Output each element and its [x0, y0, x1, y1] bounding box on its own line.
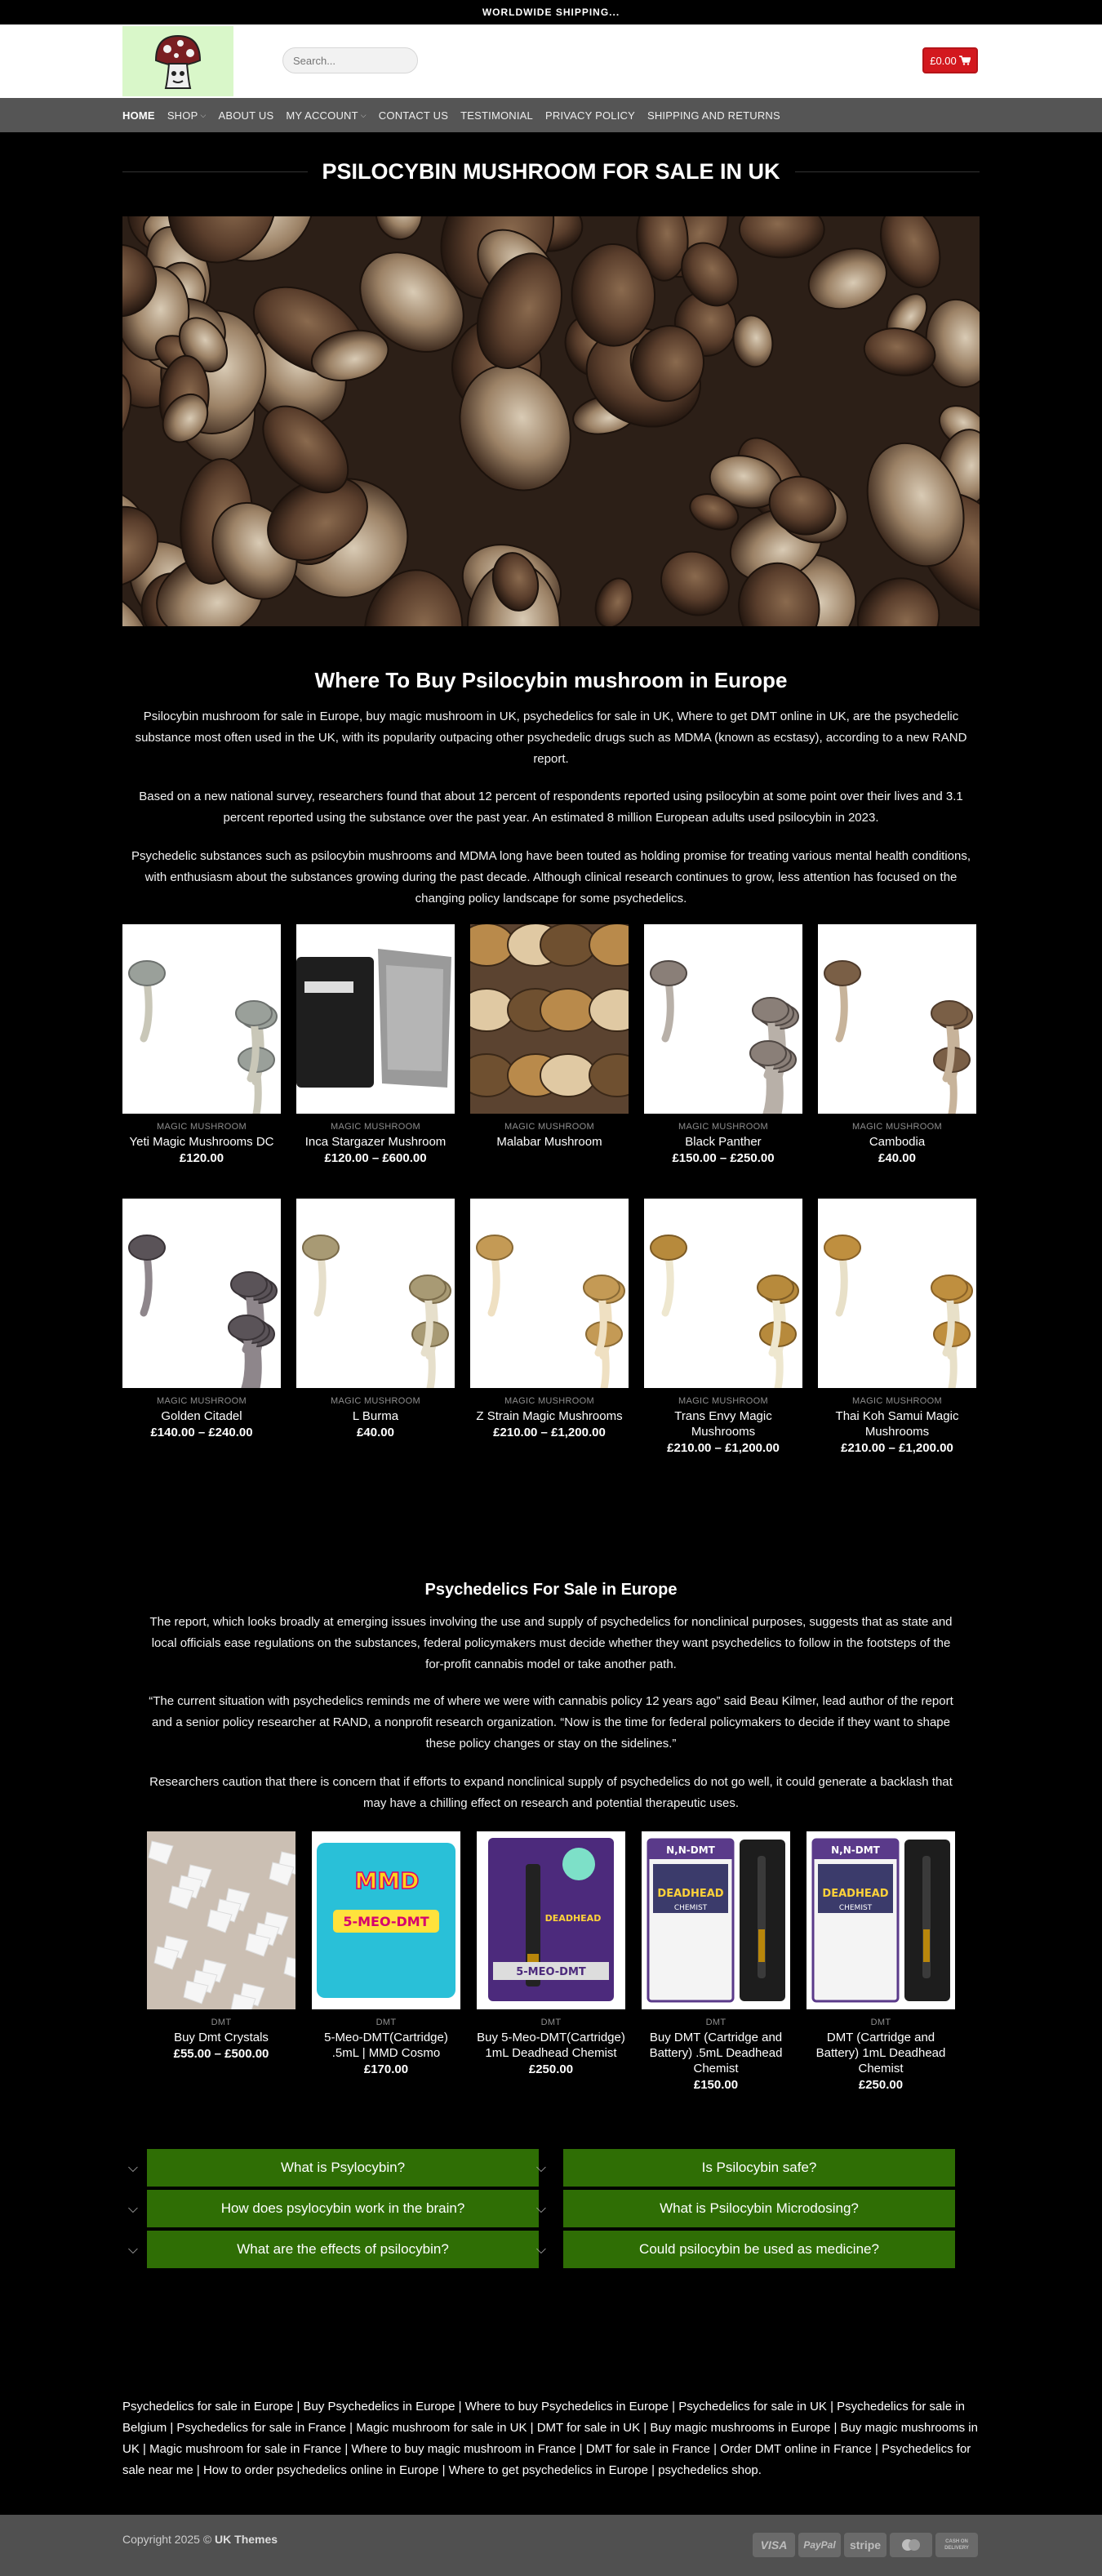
product-image[interactable]	[477, 1831, 625, 2009]
faq-accordion-item[interactable]: What is Psylocybin?	[147, 2149, 539, 2188]
product-name[interactable]: Inca Stargazer Mushroom	[304, 1135, 447, 1149]
package-brand: DEADHEAD	[544, 1913, 602, 1924]
product-photo-icon	[122, 1199, 281, 1388]
product-photo-icon	[807, 1831, 955, 2009]
package-label: 5-MEO-DMT	[516, 1966, 586, 1978]
product-image[interactable]	[470, 924, 629, 1114]
product-price: £210.00 – £1,200.00	[841, 1441, 953, 1455]
nav-item-label: PRIVACY POLICY	[545, 109, 635, 122]
section-title-europe: Where To Buy Psilocybin mushroom in Europe	[314, 668, 788, 692]
product-card[interactable]	[122, 1199, 281, 1439]
nav-item-shipping-and-returns[interactable]	[647, 109, 780, 122]
product-category: MAGIC MUSHROOM	[331, 1396, 420, 1406]
product-card[interactable]	[312, 1831, 460, 2076]
faq-accordion-item[interactable]: Is Psilocybin safe?	[563, 2149, 955, 2188]
seo-footer-links[interactable]: Psychedelics for sale in Europe | Buy Psychedelics in Europe | Where to buy Psychedelics in Europe | Psychedelics for sale in UK | Psychedelics for sale in Belgium | Psychedelics for sale in France | Magic mushroom for sale in UK | DMT for sale in UK | Buy magic mushrooms in Europe | Buy magic mushrooms in UK | Magic mushroom for sale in France | Where to buy magic mushroom in France | DMT for sale in France | Order DMT online in France | Psychedelics for sale near me | How to order psychedelics online in Europe | Where to get psychedelics in Europe | psychedelics shop.	[122, 2400, 978, 2477]
product-card[interactable]	[644, 1199, 802, 1455]
nav-item-contact-us[interactable]	[379, 109, 448, 122]
product-image[interactable]	[296, 924, 455, 1114]
site-header	[0, 24, 1102, 98]
product-photo-icon	[477, 1831, 625, 2009]
product-name[interactable]: Thai Koh Samui Magic Mushrooms	[835, 1409, 959, 1439]
nav-item-privacy-policy[interactable]	[545, 109, 635, 122]
product-card[interactable]	[470, 924, 629, 1151]
chevron-down-icon: ⌵	[360, 110, 367, 119]
faq-accordion-item[interactable]: How does psylocybin work in the brain?	[147, 2190, 539, 2229]
product-name[interactable]: 5-Meo-DMT(Cartridge) .5mL | MMD Cosmo	[324, 2031, 448, 2060]
nav-item-about-us[interactable]	[219, 109, 274, 122]
product-photo-icon	[818, 924, 976, 1114]
package-label: N,N-DMT	[666, 1844, 715, 1856]
package-brand: DEADHEAD	[657, 1888, 724, 1900]
product-price: £150.00	[693, 2078, 739, 2092]
product-photo-icon	[642, 1831, 790, 2009]
product-card[interactable]	[477, 1831, 625, 2076]
product-name[interactable]: Buy 5-Meo-DMT(Cartridge) 1mL Deadhead Chemist	[477, 2031, 625, 2060]
product-name[interactable]: Buy Dmt Crystals	[174, 2031, 269, 2044]
product-name[interactable]: Z Strain Magic Mushrooms	[476, 1409, 623, 1423]
product-card[interactable]	[296, 924, 455, 1165]
chevron-down-icon[interactable]: ⌵	[535, 2243, 547, 2257]
product-image[interactable]	[642, 1831, 790, 2009]
page-title-wrapper	[122, 155, 980, 188]
product-photo-icon	[312, 1831, 460, 2009]
section2-paragraph-3: Researchers caution that there is concern that if efforts to expand nonclinical supply of psychedelics do not go well, it could generate a backlash that may have a chilling effect on research and potential therapeutic uses.	[149, 1775, 953, 1810]
product-category: DMT	[211, 2018, 232, 2027]
product-name[interactable]: Malabar Mushroom	[496, 1135, 602, 1149]
nav-item-testimonial[interactable]	[460, 109, 533, 122]
product-category: MAGIC MUSHROOM	[331, 1122, 420, 1132]
product-price: £250.00	[528, 2062, 574, 2076]
product-price: £170.00	[363, 2062, 409, 2076]
hero-image	[122, 216, 980, 626]
product-category: MAGIC MUSHROOM	[504, 1396, 594, 1406]
copyright-brand[interactable]: UK Themes	[215, 2533, 278, 2546]
nav-item-home[interactable]	[122, 109, 155, 122]
paypal-icon: PayPal	[798, 2533, 841, 2557]
product-card[interactable]	[807, 1831, 955, 2092]
nav-item-label: ABOUT US	[218, 109, 274, 122]
section2-paragraph-2: “The current situation with psychedelics reminds me of where we were with cannabis policy 12 years ago” said Beau Kilmer, lead author of the report and a senior policy researcher at RAND, a nonprofit research organization. “Now is the time for federal policymakers to decide if they want to shape these policy changes or stay on the sidelines.”	[149, 1694, 953, 1751]
product-image[interactable]	[807, 1831, 955, 2009]
product-image[interactable]	[644, 924, 802, 1114]
product-name[interactable]: L Burma	[352, 1409, 399, 1423]
product-photo-icon	[147, 1831, 295, 2009]
product-price: £120.00 – £600.00	[324, 1151, 427, 1165]
section2-paragraph-1: The report, which looks broadly at emerging issues involving the use and supply of psychedelics for nonclinical purposes, suggests that as state and local officials ease regulations on the substances, federal policymakers must decide whether they want psychedelics to follow in the footsteps of the for-profit cannabis model or take another path.	[149, 1615, 953, 1671]
main-navigation	[0, 98, 1102, 132]
package-label: N,N-DMT	[831, 1844, 880, 1856]
product-name[interactable]: Yeti Magic Mushrooms DC	[129, 1135, 274, 1149]
product-name[interactable]: Black Panther	[685, 1135, 762, 1149]
product-name[interactable]: Golden Citadel	[161, 1409, 242, 1423]
product-image[interactable]	[470, 1199, 629, 1388]
product-category: MAGIC MUSHROOM	[504, 1122, 594, 1132]
product-name[interactable]: Cambodia	[869, 1135, 926, 1149]
product-image[interactable]	[644, 1199, 802, 1388]
cash-on-delivery-icon: CASH ON DELIVERY	[935, 2533, 978, 2557]
faq-accordion-item[interactable]: What is Psilocybin Microdosing?	[563, 2190, 955, 2229]
chevron-down-icon[interactable]: ⌵	[127, 2243, 139, 2257]
product-category: MAGIC MUSHROOM	[157, 1396, 247, 1406]
package-subtitle: CHEMIST	[673, 1904, 708, 1912]
section1-paragraph-2: Based on a new national survey, researchers found that about 12 percent of respondents reported using psilocybin at some point over their lives and 3.1 percent reported using the substance over the past year. An estimated 8 million European adults used psilocybin in 2023.	[139, 790, 963, 825]
chevron-down-icon[interactable]: ⌵	[127, 2202, 139, 2216]
product-image[interactable]	[122, 1199, 281, 1388]
page-title: PSILOCYBIN MUSHROOM FOR SALE IN UK	[322, 158, 780, 184]
title-divider-left	[122, 171, 308, 172]
site-logo[interactable]	[122, 26, 233, 96]
product-photo-icon	[644, 924, 802, 1114]
product-category: DMT	[375, 2018, 397, 2027]
product-name[interactable]: Trans Envy Magic Mushrooms	[674, 1409, 772, 1439]
product-photo-icon	[122, 924, 281, 1114]
nav-item-label: MY ACCOUNT	[286, 109, 358, 122]
chevron-down-icon[interactable]: ⌵	[535, 2202, 547, 2216]
nav-item-label: HOME	[122, 109, 155, 122]
product-price: £40.00	[357, 1426, 394, 1439]
product-category: MAGIC MUSHROOM	[678, 1122, 768, 1132]
dried-mushrooms-image	[122, 216, 980, 626]
product-image[interactable]	[122, 924, 281, 1114]
product-price: £120.00	[179, 1151, 224, 1165]
product-price: £55.00 – £500.00	[173, 2047, 269, 2061]
top-announcement-bar: WORLDWIDE SHIPPING...	[0, 0, 1102, 24]
product-image[interactable]	[147, 1831, 295, 2009]
product-image[interactable]	[818, 924, 976, 1114]
product-card[interactable]	[818, 924, 976, 1165]
product-image[interactable]	[818, 1199, 976, 1388]
product-card[interactable]	[642, 1831, 790, 2092]
visa-icon: VISA	[753, 2533, 795, 2557]
package-subtitle: CHEMIST	[838, 1904, 873, 1912]
product-photo-icon	[818, 1199, 976, 1388]
section1-paragraph-1: Psilocybin mushroom for sale in Europe, buy magic mushroom in UK, psychedelics for sale in UK, Where to get DMT online in UK, are the psychedelic substance most often used in the UK, with its popularity outpacing other psychedelic drugs such as MDMA (known as ecstasy), according to a new RAND report.	[135, 710, 967, 766]
chevron-down-icon[interactable]: ⌵	[127, 2161, 139, 2175]
cart-total: £0.00	[930, 54, 957, 67]
product-card[interactable]	[644, 924, 802, 1165]
product-category: DMT	[705, 2018, 727, 2027]
product-card[interactable]	[122, 924, 281, 1165]
nav-item-label: TESTIMONIAL	[460, 109, 533, 122]
section-title-psychedelics: Psychedelics For Sale in Europe	[424, 1581, 678, 1599]
product-price: £40.00	[878, 1151, 916, 1165]
product-card[interactable]	[296, 1199, 455, 1439]
product-category: MAGIC MUSHROOM	[852, 1122, 942, 1132]
product-card[interactable]	[147, 1831, 295, 2061]
product-card[interactable]	[470, 1199, 629, 1439]
cart-button[interactable]	[922, 47, 978, 73]
product-image[interactable]	[312, 1831, 460, 2009]
product-photo-icon	[470, 1199, 629, 1388]
product-photo-icon	[296, 924, 455, 1114]
product-photo-icon	[644, 1199, 802, 1388]
cart-icon	[959, 56, 971, 65]
faq-accordion-item[interactable]: Could psilocybin be used as medicine?	[563, 2231, 955, 2270]
product-category: MAGIC MUSHROOM	[852, 1396, 942, 1406]
product-price: £210.00 – £1,200.00	[493, 1426, 606, 1439]
nav-item-label: CONTACT US	[378, 109, 449, 122]
product-price: £210.00 – £1,200.00	[667, 1441, 780, 1455]
product-photo-icon	[296, 1199, 455, 1388]
product-price: £250.00	[858, 2078, 904, 2092]
product-image[interactable]	[296, 1199, 455, 1388]
faq-accordion-item[interactable]: What are the effects of psilocybin?	[147, 2231, 539, 2270]
product-name[interactable]: Buy DMT (Cartridge and Battery) .5mL Deadhead Chemist	[649, 2031, 783, 2075]
title-divider-right	[795, 171, 980, 172]
stripe-icon: stripe	[844, 2533, 886, 2557]
product-category: MAGIC MUSHROOM	[157, 1122, 247, 1132]
chevron-down-icon: ⌵	[200, 110, 207, 119]
package-brand: DEADHEAD	[822, 1888, 889, 1900]
product-price: £150.00 – £250.00	[672, 1151, 775, 1165]
nav-item-my-account[interactable]	[286, 109, 366, 122]
product-category: DMT	[870, 2018, 891, 2027]
product-card[interactable]	[818, 1199, 976, 1455]
nav-item-label: SHIPPING AND RETURNS	[647, 109, 780, 122]
product-price: £140.00 – £240.00	[150, 1426, 253, 1439]
section1-paragraph-3: Psychedelic substances such as psilocybin mushrooms and MDMA long have been touted as holding promise for treating various mental health conditions, with enthusiasm about the substances growing during the past decade. Although clinical research continues to grow, less attention has focused on the changing policy landscape for some psychedelics.	[131, 849, 971, 905]
site-footer	[0, 2515, 1102, 2576]
product-name[interactable]: DMT (Cartridge and Battery) 1mL Deadhead Chemist	[815, 2031, 946, 2075]
product-photo-icon	[470, 924, 629, 1114]
product-category: MAGIC MUSHROOM	[678, 1396, 768, 1406]
nav-item-label: SHOP	[167, 109, 198, 122]
search-input[interactable]	[282, 47, 418, 73]
copyright-text: Copyright 2025 © UK Themes	[122, 2533, 278, 2546]
package-label: 5-MEO-DMT	[343, 1914, 429, 1929]
package-brand: MMD	[354, 1867, 420, 1894]
mushroom-logo-icon	[149, 31, 207, 91]
mastercard-icon	[890, 2533, 932, 2557]
nav-item-shop[interactable]	[167, 109, 207, 122]
chevron-down-icon[interactable]: ⌵	[535, 2161, 547, 2175]
product-category: DMT	[540, 2018, 562, 2027]
